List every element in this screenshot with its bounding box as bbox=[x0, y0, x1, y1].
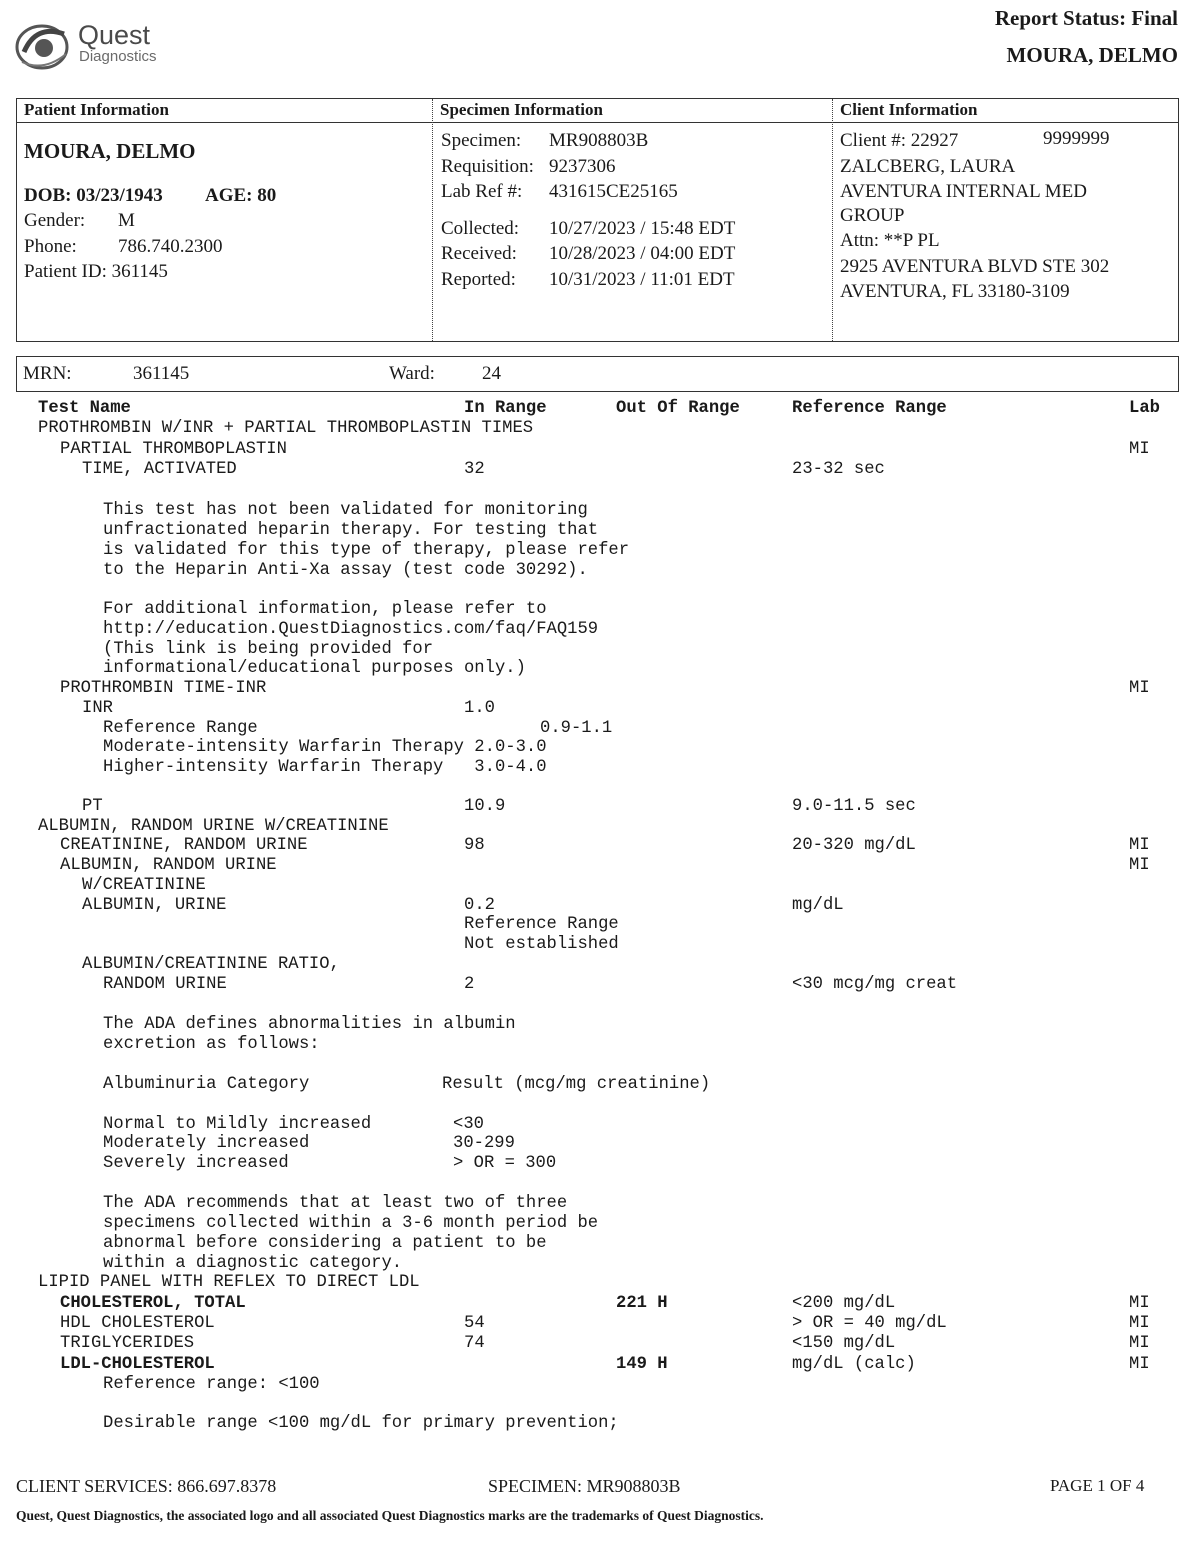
result-cell: 30-299 bbox=[453, 1134, 515, 1153]
result-cell: MI bbox=[1129, 440, 1150, 459]
client-account: 9999999 bbox=[1043, 128, 1110, 149]
result-cell: ALBUMIN, URINE bbox=[82, 896, 227, 915]
client-info-heading: Client Information bbox=[833, 99, 1178, 123]
results-header-cell: Out Of Range bbox=[616, 399, 740, 418]
requisition-value: 9237306 bbox=[549, 156, 616, 177]
result-cell: Reference Range bbox=[103, 719, 258, 738]
result-cell: Severely increased bbox=[103, 1154, 289, 1173]
patient-age: AGE: 80 bbox=[205, 185, 277, 206]
client-info-panel bbox=[833, 99, 1178, 341]
result-cell: PROTHROMBIN TIME-INR bbox=[60, 679, 267, 698]
result-cell: MI bbox=[1129, 1314, 1150, 1333]
patient-info-panel bbox=[17, 99, 433, 341]
result-cell: PT bbox=[82, 797, 103, 816]
result-cell: MI bbox=[1129, 856, 1150, 875]
result-cell: 0.2 bbox=[464, 896, 495, 915]
quest-logo bbox=[14, 18, 184, 74]
result-cell: PARTIAL THROMBOPLASTIN bbox=[60, 440, 287, 459]
result-cell: TIME, ACTIVATED bbox=[82, 460, 237, 479]
result-cell: LDL-CHOLESTEROL bbox=[60, 1355, 215, 1374]
specimen-info-heading: Specimen Information bbox=[433, 99, 832, 123]
client-address: 2925 AVENTURA BLVD STE 302 bbox=[840, 256, 1110, 277]
result-cell: http://education.QuestDiagnostics.com/faq/FAQ159 bbox=[103, 620, 599, 639]
results-header-cell: Test Name bbox=[38, 399, 131, 418]
result-cell: MI bbox=[1129, 1294, 1150, 1313]
result-cell: 20-320 mg/dL bbox=[792, 836, 916, 855]
result-cell: RANDOM URINE bbox=[103, 975, 227, 994]
result-cell: 74 bbox=[464, 1334, 485, 1353]
result-cell: ALBUMIN, RANDOM URINE W/CREATININE bbox=[38, 817, 389, 836]
result-cell: 221 H bbox=[616, 1294, 668, 1313]
trademark-notice: Quest, Quest Diagnostics, the associated logo and all associated Quest Diagnostics marks are the trademarks of Quest Diagnostics. bbox=[16, 1508, 764, 1523]
result-cell: mg/dL bbox=[792, 896, 844, 915]
requisition-label: Requisition: bbox=[441, 156, 534, 177]
gender-label: Gender: bbox=[24, 210, 86, 231]
client-attn: Attn: **P PL bbox=[840, 230, 940, 251]
result-cell: MI bbox=[1129, 1334, 1150, 1353]
result-cell: CHOLESTEROL, TOTAL bbox=[60, 1294, 246, 1313]
mrn-label: MRN: bbox=[23, 363, 72, 384]
footer-specimen: SPECIMEN: MR908803B bbox=[488, 1476, 681, 1496]
result-cell: 32 bbox=[464, 460, 485, 479]
specimen-value: MR908803B bbox=[549, 130, 649, 151]
result-cell: Moderately increased bbox=[103, 1134, 310, 1153]
result-cell: specimens collected within a 3-6 month period be bbox=[103, 1214, 599, 1233]
result-cell: TRIGLYCERIDES bbox=[60, 1334, 195, 1353]
result-cell: MI bbox=[1129, 679, 1150, 698]
gender-value: M bbox=[118, 210, 135, 231]
ward-label: Ward: bbox=[389, 363, 435, 384]
client-practice: AVENTURA INTERNAL MED bbox=[840, 181, 1087, 202]
client-services: CLIENT SERVICES: 866.697.8378 bbox=[16, 1476, 277, 1496]
result-cell: Normal to Mildly increased bbox=[103, 1115, 372, 1134]
result-cell: W/CREATININE bbox=[82, 876, 206, 895]
result-cell: 149 H bbox=[616, 1355, 668, 1374]
result-cell: (This link is being provided for bbox=[103, 640, 434, 659]
patient-info-heading: Patient Information bbox=[17, 99, 432, 123]
result-cell: Desirable range <100 mg/dL for primary prevention; bbox=[103, 1414, 619, 1433]
result-cell: ALBUMIN, RANDOM URINE bbox=[60, 856, 277, 875]
result-cell: Higher-intensity Warfarin Therapy 3.0-4.0 bbox=[103, 758, 547, 777]
result-cell: MI bbox=[1129, 1355, 1150, 1374]
header-patient-name: MOURA, DELMO bbox=[1006, 43, 1178, 67]
result-cell: within a diagnostic category. bbox=[103, 1254, 403, 1273]
result-cell: excretion as follows: bbox=[103, 1035, 320, 1054]
result-cell: unfractionated heparin therapy. For testing that bbox=[103, 521, 599, 540]
phone-value: 786.740.2300 bbox=[118, 236, 223, 257]
result-cell: is validated for this type of therapy, please refer bbox=[103, 541, 630, 560]
result-cell: Reference Range bbox=[464, 915, 619, 934]
logo-brand-text: Quest bbox=[78, 20, 151, 50]
specimen-label: Specimen: bbox=[441, 130, 522, 151]
mrn-bar bbox=[16, 356, 1179, 392]
client-practice-cont: GROUP bbox=[840, 205, 905, 226]
labref-label: Lab Ref #: bbox=[441, 181, 523, 202]
labref-value: 431615CE25165 bbox=[549, 181, 678, 202]
results-header-cell: In Range bbox=[464, 399, 547, 418]
results-header-cell: Lab bbox=[1129, 399, 1160, 418]
results-header-cell: Reference Range bbox=[792, 399, 947, 418]
quest-logo-icon bbox=[14, 18, 72, 72]
mrn-value: 361145 bbox=[133, 363, 190, 384]
report-status: Report Status: Final bbox=[994, 6, 1178, 30]
result-cell: LIPID PANEL WITH REFLEX TO DIRECT LDL bbox=[38, 1273, 420, 1292]
result-cell: <30 bbox=[453, 1115, 484, 1134]
result-cell: 1.0 bbox=[464, 699, 495, 718]
specimen-info-panel bbox=[433, 99, 833, 341]
result-cell: 23-32 sec bbox=[792, 460, 885, 479]
result-cell: Result (mcg/mg creatinine) bbox=[442, 1075, 711, 1094]
result-cell: 2 bbox=[464, 975, 475, 994]
logo-sub-text: Diagnostics bbox=[79, 48, 157, 65]
ward-value: 24 bbox=[482, 363, 501, 384]
result-cell: ALBUMIN/CREATININE RATIO, bbox=[82, 955, 340, 974]
result-cell: <30 mcg/mg creat bbox=[792, 975, 958, 994]
received-value: 10/28/2023 / 04:00 EDT bbox=[549, 243, 736, 264]
client-number: Client #: 22927 bbox=[840, 130, 959, 151]
patient-id: Patient ID: 361145 bbox=[24, 261, 168, 282]
result-cell: Not established bbox=[464, 935, 619, 954]
result-cell: Moderate-intensity Warfarin Therapy 2.0-3.0 bbox=[103, 738, 547, 757]
result-cell: > OR = 300 bbox=[453, 1154, 557, 1173]
result-cell: CREATININE, RANDOM URINE bbox=[60, 836, 308, 855]
result-cell: > OR = 40 mg/dL bbox=[792, 1314, 947, 1333]
info-box bbox=[16, 98, 1179, 342]
patient-dob: DOB: 03/23/1943 bbox=[24, 185, 163, 206]
received-label: Received: bbox=[441, 243, 517, 264]
phone-label: Phone: bbox=[24, 236, 77, 257]
collected-label: Collected: bbox=[441, 218, 520, 239]
result-cell: 9.0-11.5 sec bbox=[792, 797, 916, 816]
result-cell: The ADA defines abnormalities in albumin bbox=[103, 1015, 516, 1034]
result-cell: mg/dL (calc) bbox=[792, 1355, 916, 1374]
result-cell: For additional information, please refer to bbox=[103, 600, 547, 619]
result-cell: Albuminuria Category bbox=[103, 1075, 310, 1094]
reported-value: 10/31/2023 / 11:01 EDT bbox=[549, 269, 735, 290]
result-cell: Reference range: <100 bbox=[103, 1375, 320, 1394]
result-cell: This test has not been validated for monitoring bbox=[103, 501, 588, 520]
result-cell: abnormal before considering a patient to be bbox=[103, 1234, 547, 1253]
result-cell: <150 mg/dL bbox=[792, 1334, 896, 1353]
result-cell: PROTHROMBIN W/INR + PARTIAL THROMBOPLASTIN TIMES bbox=[38, 419, 534, 438]
result-cell: MI bbox=[1129, 836, 1150, 855]
result-cell: <200 mg/dL bbox=[792, 1294, 896, 1313]
result-cell: 0.9-1.1 bbox=[540, 719, 613, 738]
page-number: PAGE 1 OF 4 bbox=[1050, 1476, 1145, 1495]
result-cell: The ADA recommends that at least two of three bbox=[103, 1194, 568, 1213]
result-cell: HDL CHOLESTEROL bbox=[60, 1314, 215, 1333]
result-cell: informational/educational purposes only.) bbox=[103, 659, 526, 678]
results-table bbox=[0, 399, 1200, 1439]
collected-value: 10/27/2023 / 15:48 EDT bbox=[549, 218, 736, 239]
result-cell: 98 bbox=[464, 836, 485, 855]
result-cell: 10.9 bbox=[464, 797, 506, 816]
result-cell: 54 bbox=[464, 1314, 485, 1333]
result-cell: INR bbox=[82, 699, 113, 718]
client-physician: ZALCBERG, LAURA bbox=[840, 156, 1016, 177]
result-cell: to the Heparin Anti-Xa assay (test code 30292). bbox=[103, 561, 588, 580]
client-city: AVENTURA, FL 33180-3109 bbox=[840, 281, 1070, 302]
patient-name: MOURA, DELMO bbox=[24, 139, 196, 163]
reported-label: Reported: bbox=[441, 269, 516, 290]
